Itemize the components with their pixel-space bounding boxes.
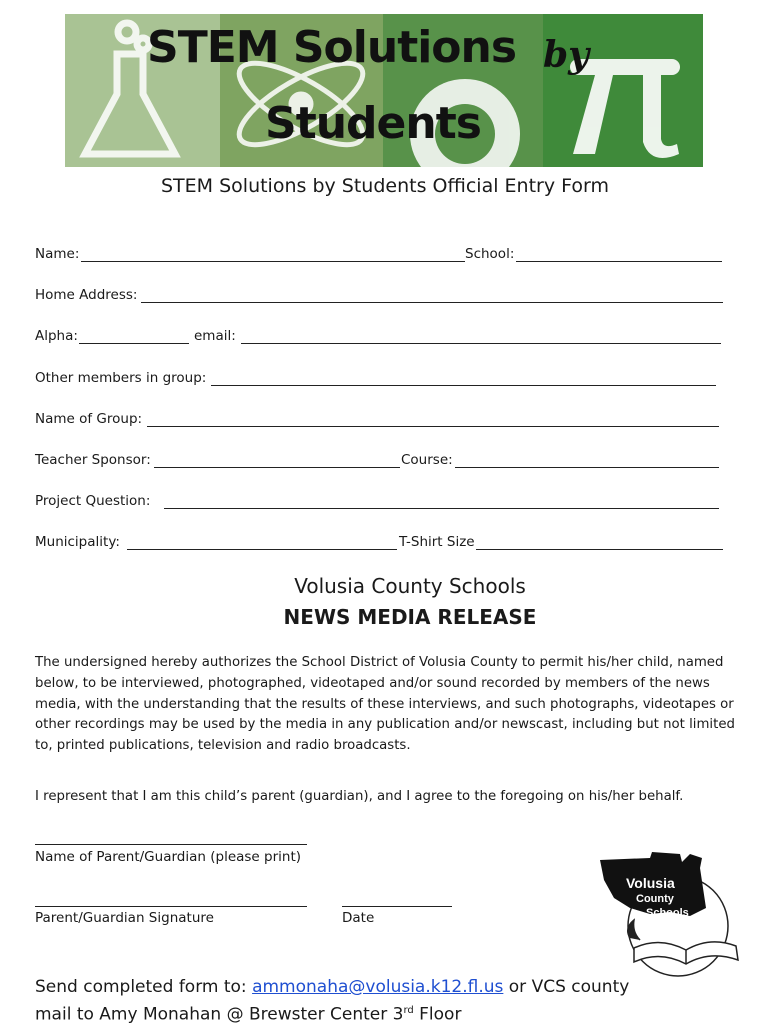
email-field[interactable] [241,342,721,344]
name-of-group-label: Name of Group: [35,411,143,427]
send-suffix: or VCS county [508,977,630,997]
parent-signature-label: Parent/Guardian Signature [35,910,214,926]
release-org: Volusia County Schools [294,574,526,598]
school-label: School: [465,246,515,262]
stem-banner [65,14,703,167]
municipality-label: Municipality: [35,534,120,550]
send-prefix: Send completed form to: [35,977,247,997]
tshirt-size-field[interactable] [476,548,723,550]
tshirt-size-label: T-Shirt Size [399,534,475,550]
release-paragraph: The undersigned hereby authorizes the School District of Volusia County to permit his/her child, named below, to be interviewed, photographed, videotaped and/or sound recorded by members of the news media, with the understanding that the results of these interviews, and such photographs, videotapes or other recordings may be used by the media in any publication and/or newscast, including but not limited to, printed publications, television and radio broadcasts. [35,655,735,754]
contact-email-link[interactable]: ammonaha@volusia.k12.fl.us [252,977,504,997]
home-address-field[interactable] [141,301,723,303]
form-title: STEM Solutions by Students Official Entry Form [161,175,609,197]
name-of-group-field[interactable] [147,425,719,427]
address-row [35,285,722,305]
banner-title-by: by [543,34,590,76]
release-heading: NEWS MEDIA RELEASE [283,605,537,629]
logo-line1: Volusia [626,875,675,891]
alpha-email-row [35,326,722,346]
send-address: mail to Amy Monahan @ Brewster Center 3 [35,1004,404,1025]
sponsor-course-row [35,450,722,470]
send-floor: Floor [419,1004,462,1025]
members-row [35,368,722,388]
project-question-field[interactable] [164,507,719,509]
municipality-row [35,532,722,552]
parent-name-label: Name of Parent/Guardian (please print) [35,849,302,865]
other-members-field[interactable] [211,384,716,386]
send-address-ordinal: rd [403,1005,414,1016]
date-label: Date [342,910,375,926]
school-field[interactable] [516,260,722,262]
alpha-field[interactable] [79,342,189,344]
other-members-label: Other members in group: [35,370,207,386]
banner-title-line2: Students [265,98,481,149]
teacher-sponsor-field[interactable] [154,466,400,468]
email-label: email: [194,328,236,344]
project-question-row [35,491,722,511]
name-label: Name: [35,246,80,262]
logo-line2: County [636,893,674,905]
date-field[interactable] [342,905,452,907]
project-question-label: Project Question: [35,493,151,509]
banner-title-line1: STEM Solutions [147,22,517,73]
release-consent: I represent that I am this child’s parent (guardian), and I agree to the foregoing on his/her behalf. [35,789,684,804]
parent-signature-field[interactable] [35,905,307,907]
course-label: Course: [401,452,453,468]
group-row [35,409,722,429]
home-address-label: Home Address: [35,287,138,303]
name-field[interactable] [81,260,465,262]
name-school-row [35,244,722,264]
parent-name-field[interactable] [35,843,307,845]
alpha-label: Alpha: [35,328,78,344]
logo-line3: Schools [646,907,689,919]
send-instructions [35,976,655,1027]
municipality-field[interactable] [127,548,397,550]
teacher-sponsor-label: Teacher Sponsor: [35,452,151,468]
course-field[interactable] [455,466,719,468]
open-book-icon [628,920,738,964]
volusia-county-schools-logo [590,848,750,978]
